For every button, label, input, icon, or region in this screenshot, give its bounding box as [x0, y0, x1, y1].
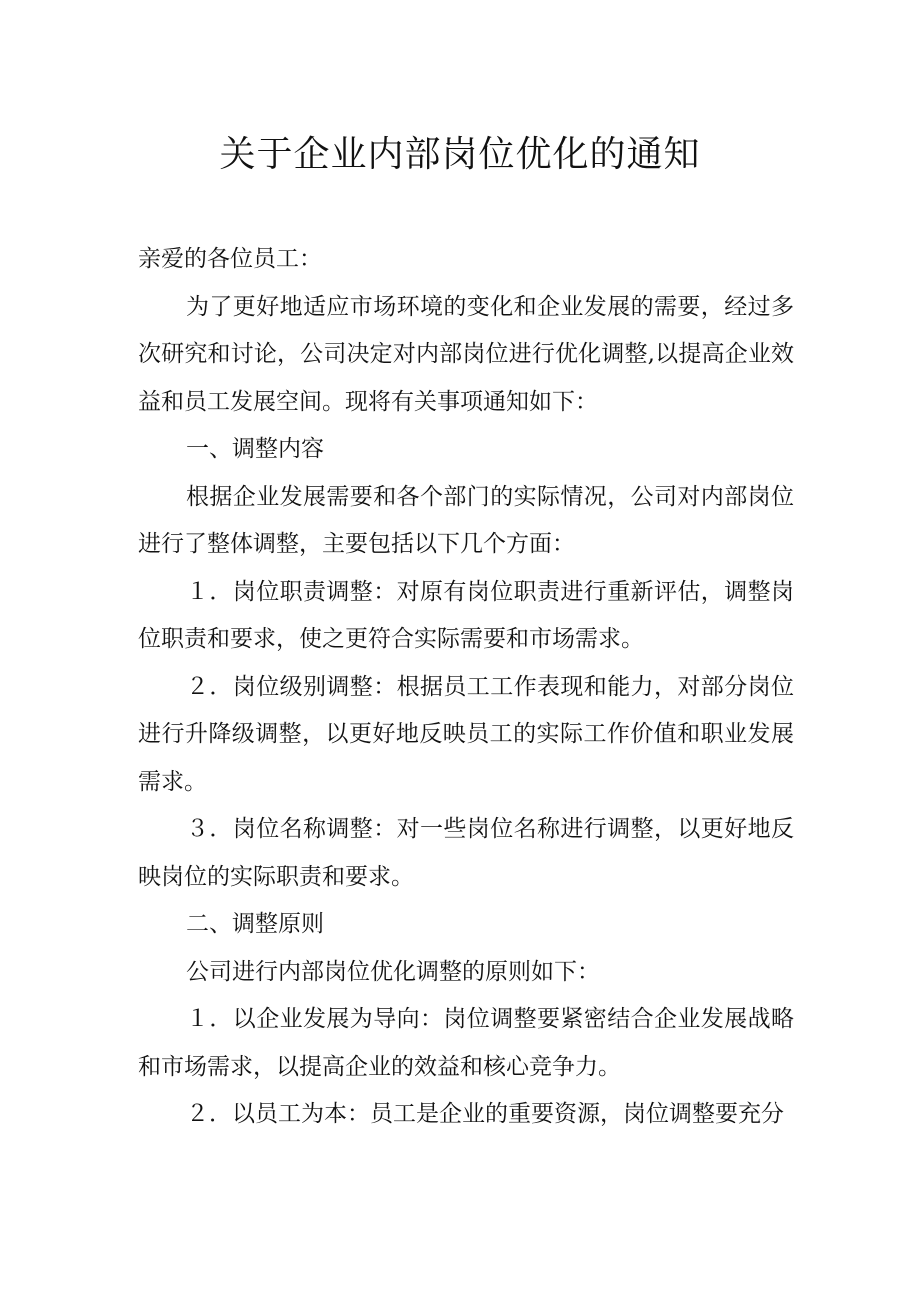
- list-item-level-adjustment: ２．岗位级别调整：根据员工工作表现和能力，对部分岗位进行升降级调整，以更好地反映员工的实际工作价值和职业发展需求。: [138, 673, 794, 795]
- section-heading-adjustment-principles: 二、调整原则: [186, 911, 324, 937]
- intro-paragraph: 为了更好地适应市场环境的变化和企业发展的需要，经过多次研究和讨论，公司决定对内部岗位进行优化调整,以提高企业效益和员工发展空间。现将有关事项通知如下：: [138, 293, 794, 415]
- adjustment-content-paragraph: 根据企业发展需要和各个部门的实际情况，公司对内部岗位进行了整体调整，主要包括以下几个方面：: [138, 483, 794, 557]
- document-body: [138, 236, 794, 1139]
- list-item-employee-oriented: ２．以员工为本：员工是企业的重要资源，岗位调整要充分: [186, 1101, 784, 1127]
- list-item-duty-adjustment: １．岗位职责调整：对原有岗位职责进行重新评估，调整岗位职责和要求，使之更符合实际需要和市场需求。: [138, 578, 794, 652]
- section-heading-adjustment-content: 一、调整内容: [186, 436, 324, 462]
- salutation: 亲爱的各位员工：: [138, 246, 322, 272]
- list-item-development-oriented: １．以企业发展为导向：岗位调整要紧密结合企业发展战略和市场需求，以提高企业的效益和核心竞争力。: [138, 1006, 794, 1080]
- document-title: 关于企业内部岗位优化的通知: [219, 134, 701, 175]
- principles-intro-paragraph: 公司进行内部岗位优化调整的原则如下：: [186, 958, 600, 985]
- list-item-name-adjustment: ３．岗位名称调整：对一些岗位名称进行调整，以更好地反映岗位的实际职责和要求。: [138, 816, 794, 890]
